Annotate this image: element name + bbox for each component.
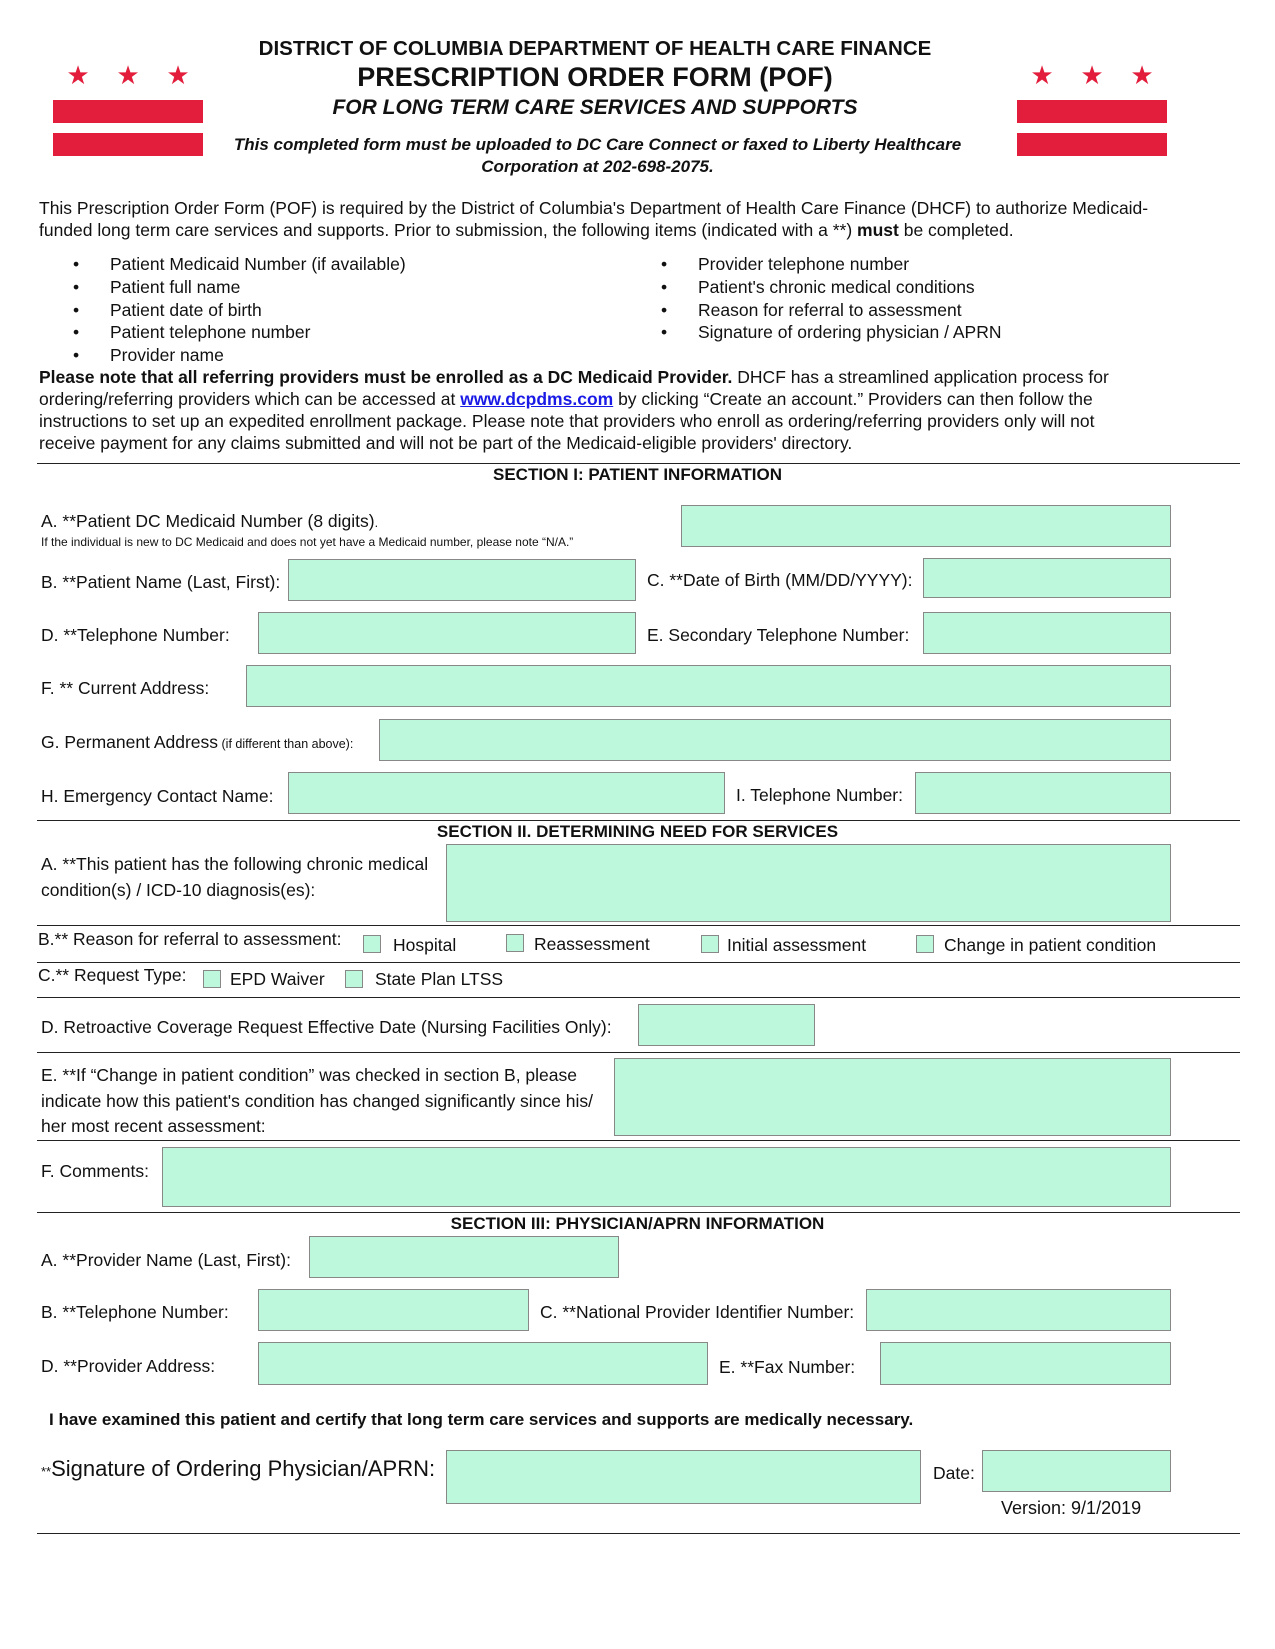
npi-label: C. **National Provider Identifier Number: (540, 1302, 855, 1322)
section-1-title: SECTION I: PATIENT INFORMATION (493, 465, 782, 484)
secondary-telephone-field[interactable] (923, 612, 1171, 654)
version-label: Version: 9/1/2019 (1001, 1498, 1142, 1518)
medicaid-number-note: If the individual is new to DC Medicaid and does not yet have a Medicaid number, please note “N/A.” (41, 535, 574, 549)
change-in-condition-option-label: Change in patient condition (944, 935, 1157, 955)
state-plan-ltss-option-label: State Plan LTSS (375, 969, 504, 989)
fax-number-label: E. **Fax Number: (719, 1357, 856, 1377)
divider (37, 820, 1240, 821)
star-icon: ★ (66, 60, 90, 90)
provider-name-field[interactable] (309, 1236, 619, 1278)
required-item: • Provider name (35, 344, 406, 367)
current-address-field[interactable] (246, 665, 1171, 707)
required-item: • Patient's chronic medical conditions (623, 276, 1002, 299)
signature-date-field[interactable] (982, 1450, 1171, 1492)
date-of-birth-label: C. **Date of Birth (MM/DD/YYYY): (647, 570, 913, 590)
npi-field[interactable] (866, 1289, 1171, 1331)
epd-waiver-option-label: EPD Waiver (230, 969, 325, 989)
signature-label: **Signature of Ordering Physician/APRN: (41, 1456, 436, 1481)
emergency-contact-field[interactable] (288, 772, 725, 814)
permanent-address-label: G. Permanent Address (if different than above): (41, 732, 354, 752)
date-label: Date: (933, 1463, 975, 1483)
divider (37, 925, 1240, 926)
initial-assessment-option-label: Initial assessment (727, 935, 867, 955)
patient-name-field[interactable] (288, 559, 636, 601)
provider-name-label: A. **Provider Name (Last, First): (41, 1250, 291, 1270)
intro-paragraph: This Prescription Order Form (POF) is required by the District of Columbia's Department of Health Care Finance (DHCF) to authorize Medicaid- funded long term care services and supports. Prior to submission, the following items (indicated with a **) must be completed. (39, 198, 1149, 240)
telephone-field[interactable] (258, 612, 636, 654)
retroactive-date-label: D. Retroactive Coverage Request Effective Date (Nursing Facilities Only): (41, 1017, 612, 1037)
reassessment-option-label: Reassessment (534, 934, 650, 954)
emergency-contact-label: H. Emergency Contact Name: (41, 786, 274, 806)
condition-change-field[interactable] (614, 1058, 1171, 1136)
comments-label: F. Comments: (41, 1161, 149, 1181)
required-items-left (35, 253, 406, 367)
provider-enrollment-note: Please note that all referring providers must be enrolled as a DC Medicaid Provider. DHCF has a streamlined application process for ordering/referring providers which can be accessed at www.dcpdms.com by clicking “Create an account.” Providers can then follow the instructions to set up an expedited enrollment package. Please note that providers who enroll as ordering/referring providers only will not receive payment for any claims submitted and will not be part of the Medicaid-eligible providers' directory. (39, 367, 1109, 453)
divider (37, 962, 1240, 963)
divider (37, 1052, 1240, 1053)
reassessment-checkbox[interactable] (506, 934, 524, 952)
condition-change-label: E. **If “Change in patient condition” was checked in section B, please indicate how this patient's condition has changed significantly since his/ her most recent assessment: (41, 1065, 594, 1136)
provider-address-field[interactable] (258, 1342, 708, 1385)
certification-statement: I have examined this patient and certify that long term care services and supports are medically necessary. (49, 1410, 914, 1429)
divider (37, 1212, 1240, 1213)
initial-assessment-checkbox[interactable] (701, 935, 719, 953)
divider (37, 1140, 1240, 1141)
medicaid-number-field[interactable] (681, 505, 1171, 547)
signature-field[interactable] (446, 1450, 921, 1504)
date-of-birth-field[interactable] (923, 558, 1171, 598)
permanent-address-field[interactable] (379, 719, 1171, 761)
required-item: • Patient Medicaid Number (if available) (35, 253, 406, 276)
change-in-condition-checkbox[interactable] (916, 935, 934, 953)
star-icon: ★ (116, 60, 140, 90)
required-item: • Patient telephone number (35, 321, 406, 344)
request-type-label: C.** Request Type: (38, 965, 187, 985)
medicaid-number-label: A. **Patient DC Medicaid Number (8 digits). (41, 511, 379, 531)
emergency-telephone-field[interactable] (915, 772, 1171, 814)
section-3-title: SECTION III: PHYSICIAN/APRN INFORMATION (450, 1214, 825, 1233)
emergency-telephone-label: I. Telephone Number: (736, 785, 904, 805)
required-item: • Reason for referral to assessment (623, 299, 1002, 322)
secondary-telephone-label: E. Secondary Telephone Number: (647, 625, 910, 645)
hospital-option-label: Hospital (393, 935, 457, 955)
required-item: • Patient date of birth (35, 299, 406, 322)
hospital-checkbox[interactable] (363, 935, 381, 953)
required-item: • Patient full name (35, 276, 406, 299)
epd-waiver-checkbox[interactable] (203, 970, 221, 988)
dcpdms-link[interactable]: www.dcpdms.com (460, 389, 614, 409)
state-plan-ltss-checkbox[interactable] (345, 970, 363, 988)
star-icon: ★ (1130, 60, 1154, 90)
referral-reason-label: B.** Reason for referral to assessment: (38, 929, 342, 949)
provider-address-label: D. **Provider Address: (41, 1356, 216, 1376)
telephone-label: D. **Telephone Number: (41, 625, 230, 645)
divider (37, 1533, 1240, 1534)
patient-name-label: B. **Patient Name (Last, First): (41, 572, 281, 592)
comments-field[interactable] (162, 1147, 1171, 1207)
agency-name: DISTRICT OF COLUMBIA DEPARTMENT OF HEALTH CARE FINANCE (258, 37, 932, 60)
required-items-right (623, 253, 1002, 344)
chronic-conditions-label: A. **This patient has the following chronic medical condition(s) / ICD-10 diagnosis(es): (41, 854, 429, 900)
provider-telephone-field[interactable] (258, 1289, 529, 1331)
chronic-conditions-field[interactable] (446, 844, 1171, 922)
required-item: • Signature of ordering physician / APRN (623, 321, 1002, 344)
required-item: • Provider telephone number (623, 253, 1002, 276)
fax-number-field[interactable] (880, 1342, 1171, 1385)
star-icon: ★ (1030, 60, 1054, 90)
current-address-label: F. ** Current Address: (41, 678, 210, 698)
divider (37, 463, 1240, 464)
provider-telephone-label: B. **Telephone Number: (41, 1302, 229, 1322)
form-title: PRESCRIPTION ORDER FORM (POF) (357, 62, 833, 92)
divider (37, 997, 1240, 998)
form-subtitle: FOR LONG TERM CARE SERVICES AND SUPPORTS (332, 96, 858, 119)
star-icon: ★ (1080, 60, 1104, 90)
star-icon: ★ (166, 60, 190, 90)
section-2-title: SECTION II. DETERMINING NEED FOR SERVICES (436, 822, 839, 841)
submission-instruction: This completed form must be uploaded to DC Care Connect or faxed to Liberty Healthcare Corporation at 202-698-2075. (233, 135, 962, 176)
retroactive-date-field[interactable] (638, 1004, 815, 1046)
